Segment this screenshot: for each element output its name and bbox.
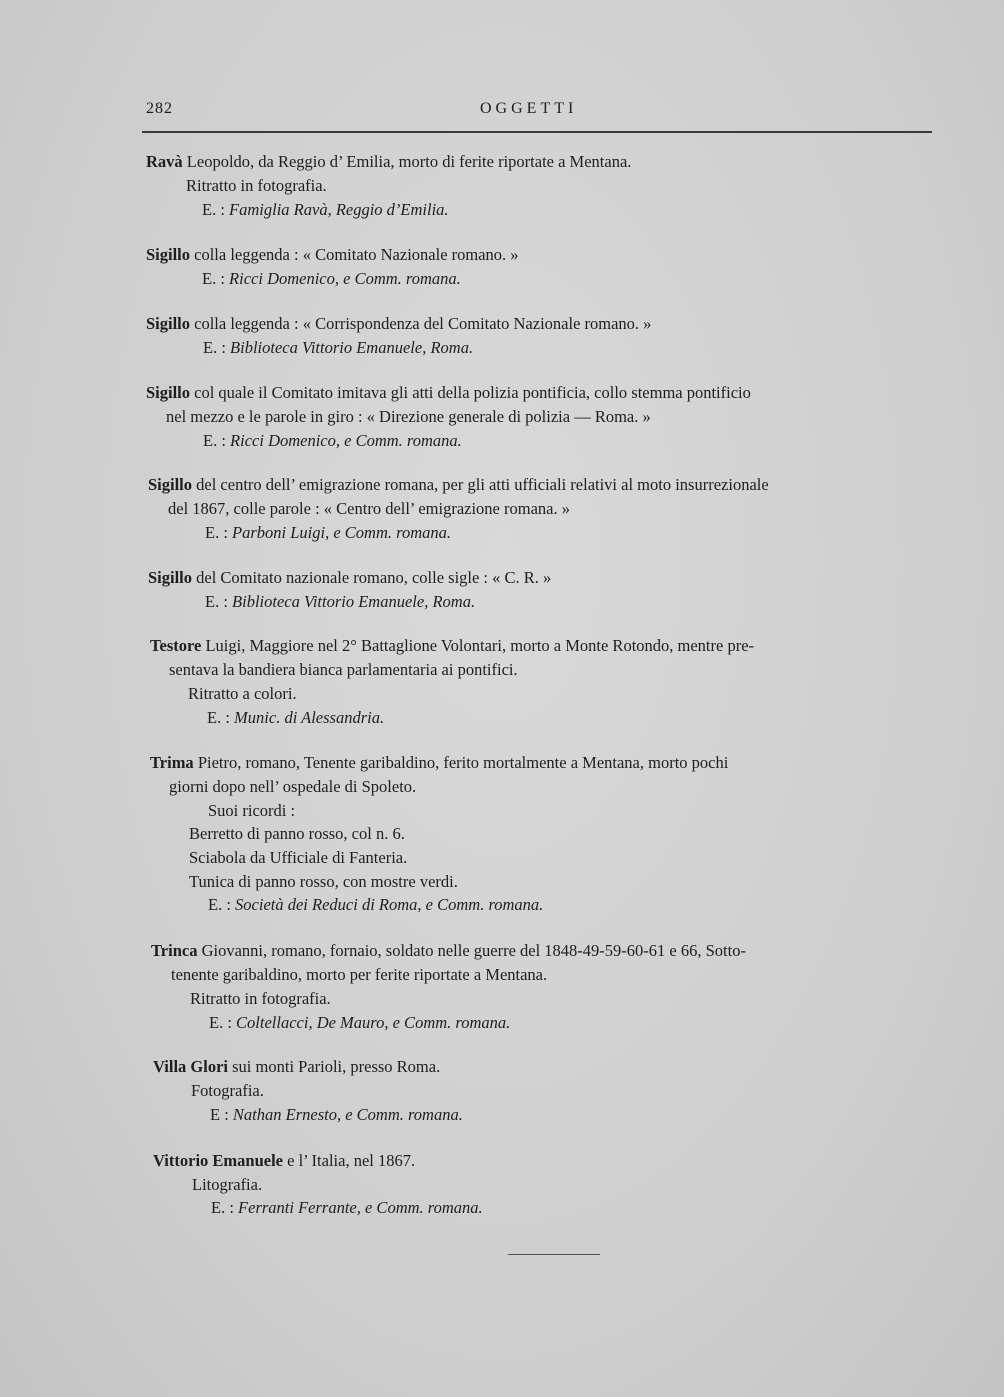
entry-text: colla leggenda : « Comitato Nazionale romano. » bbox=[194, 245, 519, 264]
entry-line: nel mezzo e le parole in giro : « Direzione generale di polizia — Roma. » bbox=[166, 407, 651, 426]
entry-head: Sigillo bbox=[148, 475, 193, 494]
exhibitor-line bbox=[208, 894, 543, 916]
entry-line: Tunica di panno rosso, con mostre verdi. bbox=[189, 872, 458, 891]
entry-first-line bbox=[150, 635, 754, 657]
entry-first-line bbox=[146, 382, 751, 404]
entry-text: colla leggenda : « Corrispondenza del Comitato Nazionale romano. » bbox=[194, 314, 652, 333]
e-label: E. : bbox=[205, 523, 228, 542]
exhibitor-name: Nathan Ernesto, e Comm. romana. bbox=[232, 1105, 463, 1124]
exhibitor-name: Società dei Reduci di Roma, e Comm. romana. bbox=[235, 895, 544, 914]
entry-text: Pietro, romano, Tenente garibaldino, ferito mortalmente a Mentana, morto pochi bbox=[197, 753, 729, 772]
entry-first-line bbox=[153, 1056, 440, 1078]
e-label: E. : bbox=[202, 200, 225, 219]
running-head: OGGETTI bbox=[480, 100, 578, 117]
e-label: E. : bbox=[211, 1198, 234, 1217]
entry-head: Sigillo bbox=[148, 568, 193, 587]
page-header bbox=[0, 100, 1004, 124]
entry-first-line bbox=[146, 244, 519, 266]
entry-first-line bbox=[153, 1150, 415, 1172]
exhibitor-line bbox=[205, 522, 451, 544]
entry-line: Ritratto a colori. bbox=[188, 684, 297, 703]
entry-head: Sigillo bbox=[146, 245, 191, 264]
entry-first-line bbox=[150, 752, 728, 774]
entry-text: del Comitato nazionale romano, colle sigle : « C. R. » bbox=[196, 568, 552, 587]
exhibitor-name: Ferranti Ferrante, e Comm. romana. bbox=[238, 1198, 483, 1217]
entry-head: Sigillo bbox=[146, 383, 191, 402]
entry-head: Ravà bbox=[146, 152, 183, 171]
exhibitor-line bbox=[205, 591, 475, 613]
entry-line: Sciabola da Ufficiale di Fanteria. bbox=[189, 848, 408, 867]
entry-text: del centro dell’ emigrazione romana, per gli atti ufficiali relativi al moto insurrezionale bbox=[196, 475, 769, 494]
exhibitor-line bbox=[209, 1012, 510, 1034]
exhibitor-name: Famiglia Ravà, Reggio d’Emilia. bbox=[229, 200, 449, 219]
e-label: E. : bbox=[207, 708, 230, 727]
header-rule bbox=[142, 131, 932, 133]
e-label: E. : bbox=[208, 895, 231, 914]
e-label: E. : bbox=[202, 269, 225, 288]
entry-first-line bbox=[151, 940, 746, 962]
entry-line: del 1867, colle parole : « Centro dell’ emigrazione romana. » bbox=[168, 499, 570, 518]
entry-line: tenente garibaldino, morto per ferite riportate a Mentana. bbox=[171, 965, 548, 984]
e-label: E. : bbox=[205, 592, 228, 611]
entry-text: Leopoldo, da Reggio d’ Emilia, morto di ferite riportate a Mentana. bbox=[186, 152, 632, 171]
exhibitor-name: Biblioteca Vittorio Emanuele, Roma. bbox=[230, 338, 474, 357]
entry-head: Trima bbox=[150, 753, 194, 772]
entry-line: Litografia. bbox=[192, 1175, 263, 1194]
entry-head: Trinca bbox=[151, 941, 198, 960]
e-label: E. : bbox=[203, 338, 226, 357]
entry-text: sui monti Parioli, presso Roma. bbox=[232, 1057, 441, 1076]
exhibitor-name: Ricci Domenico, e Comm. romana. bbox=[230, 431, 462, 450]
entry-line: sentava la bandiera bianca parlamentaria ai pontifici. bbox=[169, 660, 518, 679]
exhibitor-line bbox=[202, 199, 449, 221]
page-number: 282 bbox=[146, 100, 173, 117]
exhibitor-name: Munic. di Alessandria. bbox=[234, 708, 385, 727]
entry-text: Luigi, Maggiore nel 2° Battaglione Volontari, morto a Monte Rotondo, mentre pre- bbox=[205, 636, 755, 655]
entry-head: Testore bbox=[150, 636, 202, 655]
entry-line: Ritratto in fotografia. bbox=[190, 989, 331, 1008]
entry-text: col quale il Comitato imitava gli atti della polizia pontificia, collo stemma pontificio bbox=[194, 383, 751, 402]
entry-text: Giovanni, romano, fornaio, soldato nelle guerre del 1848-49-59-60-61 e 66, Sotto- bbox=[201, 941, 746, 960]
entry-line: Fotografia. bbox=[191, 1081, 264, 1100]
e-label: E. : bbox=[209, 1013, 232, 1032]
entry-first-line bbox=[148, 567, 551, 589]
entry-line: Suoi ricordi : bbox=[208, 801, 296, 820]
entry-first-line bbox=[146, 313, 651, 335]
entry-head: Villa Glori bbox=[153, 1057, 229, 1076]
exhibitor-name: Parboni Luigi, e Comm. romana. bbox=[232, 523, 451, 542]
entry-line: giorni dopo nell’ ospedale di Spoleto. bbox=[169, 777, 417, 796]
e-label: E : bbox=[210, 1105, 229, 1124]
exhibitor-name: Biblioteca Vittorio Emanuele, Roma. bbox=[232, 592, 476, 611]
exhibitor-line bbox=[210, 1104, 463, 1126]
exhibitor-line bbox=[207, 707, 384, 729]
exhibitor-line bbox=[202, 268, 461, 290]
exhibitor-name: Coltellacci, De Mauro, e Comm. romana. bbox=[236, 1013, 511, 1032]
entry-head: Sigillo bbox=[146, 314, 191, 333]
entry-first-line bbox=[146, 151, 631, 173]
entry-line: Ritratto in fotografia. bbox=[186, 176, 327, 195]
exhibitor-line bbox=[203, 430, 462, 452]
entry-line: Berretto di panno rosso, col n. 6. bbox=[189, 824, 405, 843]
closing-rule bbox=[508, 1254, 600, 1255]
entry-head: Vittorio Emanuele bbox=[153, 1151, 283, 1170]
exhibitor-line bbox=[203, 337, 473, 359]
entry-first-line bbox=[148, 474, 769, 496]
e-label: E. : bbox=[203, 431, 226, 450]
entry-text: e l’ Italia, nel 1867. bbox=[287, 1151, 416, 1170]
exhibitor-line bbox=[211, 1197, 483, 1219]
exhibitor-name: Ricci Domenico, e Comm. romana. bbox=[229, 269, 461, 288]
